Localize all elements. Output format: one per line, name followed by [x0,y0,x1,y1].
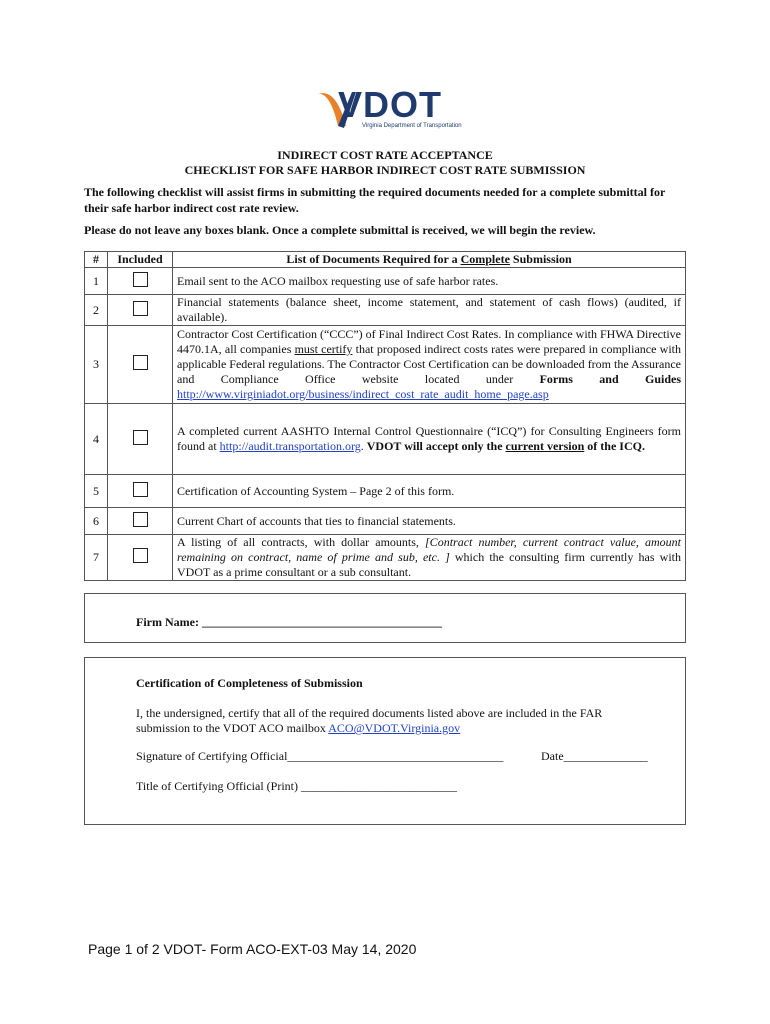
row-number: 3 [85,326,108,404]
checklist-table [84,251,686,581]
table-row [85,326,686,404]
certification-body: I, the undersigned, certify that all of the required documents listed above are included in the FAR submission to the VDOT ACO mailbox ACO@VDOT.Virginia.gov [136,706,603,735]
row-number: 5 [85,475,108,508]
header-list: List of Documents Required for a Complete Submission [173,252,686,268]
included-checkbox[interactable] [133,548,148,563]
table-row [85,508,686,535]
vdot-logo [316,84,462,136]
header-num: # [85,252,108,268]
included-checkbox[interactable] [133,482,148,497]
signature-field[interactable]: Signature of Certifying Official____________________________________ [136,749,504,763]
included-checkbox[interactable] [133,512,148,527]
forms-guides-link[interactable]: http://www.virginiadot.org/business/indirect_cost_rate_audit_home_page.asp [177,387,549,401]
firm-name-field[interactable]: Firm Name: ________________________________________ [136,615,442,629]
row-description: Current Chart of accounts that ties to financial statements. [173,508,686,535]
audit-link[interactable]: http://audit.transportation.org [219,439,361,453]
included-checkbox[interactable] [133,355,148,370]
certification-box [84,657,686,825]
warning-text: Please do not leave any boxes blank. Once a complete submittal is received, we will begin the review. [84,223,596,237]
included-checkbox[interactable] [133,272,148,287]
row-number: 1 [85,268,108,295]
table-row [85,535,686,581]
row-description: Email sent to the ACO mailbox requesting use of safe harbor rates. [173,268,686,295]
header-included: Included [108,252,173,268]
row-description: Certification of Accounting System – Page 2 of this form. [173,475,686,508]
aco-email-link[interactable]: ACO@VDOT.Virginia.gov [328,721,461,735]
table-header-row [85,252,686,268]
included-checkbox[interactable] [133,430,148,445]
row-number: 7 [85,535,108,581]
certification-heading: Certification of Completeness of Submission [136,676,363,690]
row-number: 2 [85,295,108,326]
table-row [85,475,686,508]
row-number: 4 [85,404,108,475]
firm-name-box [84,593,686,643]
date-field[interactable]: Date______________ [541,749,648,763]
table-row [85,268,686,295]
title-print-field[interactable]: Title of Certifying Official (Print) __________________________ [136,779,457,793]
row-number: 6 [85,508,108,535]
page-footer: Page 1 of 2 VDOT- Form ACO-EXT-03 May 14, 2020 [88,941,417,957]
table-row [85,404,686,475]
logo-text: VDOT [338,84,443,125]
row-description: A listing of all contracts, with dollar amounts, [Contract number, current contract value, amount remaining on contract, name of prime and sub, etc. ] which the consulting firm currently has with VDOT as a prime consultant or a sub consultant. [173,535,686,581]
table-row [85,295,686,326]
row-description: Financial statements (balance sheet, income statement, and statement of cash flows) (audited, if available). [173,295,686,326]
intro-text: The following checklist will assist firms in submitting the required documents needed for a complete submittal for their safe harbor indirect cost rate review. [84,185,666,215]
included-checkbox[interactable] [133,301,148,316]
row-description: A completed current AASHTO Internal Control Questionnaire (“ICQ”) for Consulting Engineers form found at http://audit.transportation.org. VDOT will accept only the current version of the ICQ. [173,404,686,475]
row-description: Contractor Cost Certification (“CCC”) of Final Indirect Cost Rates. In compliance with FHWA Directive 4470.1A, all companies must certify that proposed indirect costs rates were prepared in compliance with applicable Federal regulations. The Contractor Cost Certification can be downloaded from the Assurance and Compliance Office website located under Forms and Guides http://www.virginiadot.org/business/indirect_cost_rate_audit_home_page.asp [173,326,686,404]
page-title: INDIRECT COST RATE ACCEPTANCE [277,148,493,162]
page-subtitle: CHECKLIST FOR SAFE HARBOR INDIRECT COST RATE SUBMISSION [184,163,586,177]
logo-subtitle: Virginia Department of Transportation [362,123,462,129]
